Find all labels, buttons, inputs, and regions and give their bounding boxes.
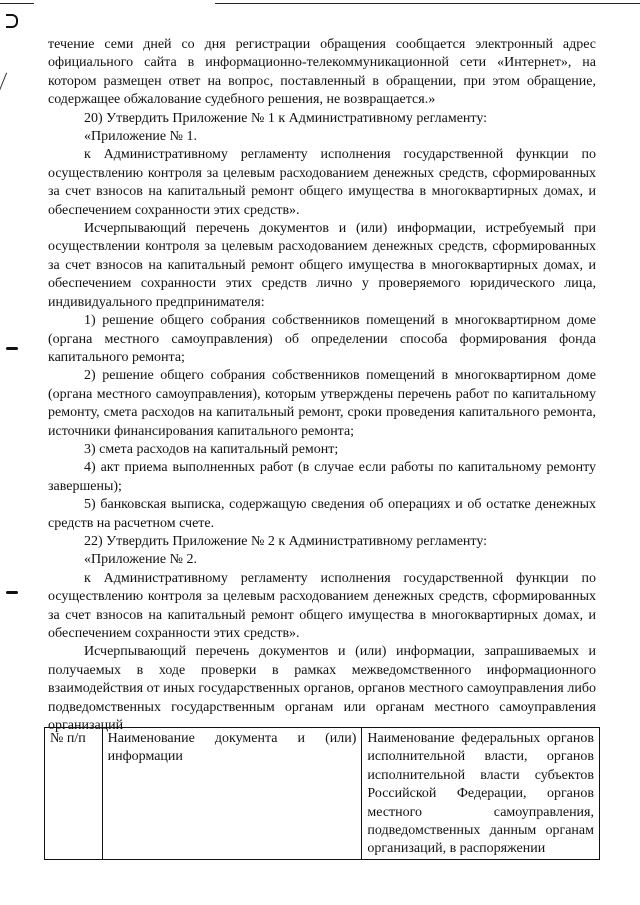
scan-edge-line <box>215 3 640 4</box>
list-item: 5) банковская выписка, содержащую сведения об операциях и об остатке денежных средств на расчетном счете. <box>48 497 596 531</box>
list-item: 2) решение общего собрания собственников помещений в многоквартирном доме (органа местного самоуправления), которым утверждены перечень работ по капитальному ремонту, смета расходов на капитальный ремонт, сроки проведения капитального ремонта, источники финансирования капитального ремонта; <box>48 368 596 439</box>
table-header-document: Наименование документа и (или) информации <box>102 728 362 860</box>
paragraph: течение семи дней со дня регистрации обращения сообщается электронный адрес официального сайта в информационно-телекоммуникационной сети «Интернет», на котором размещен ответ на вопрос, поставленный в обращении, при этом обращение, содержащее обжалование судебного решения, не возвращается.» <box>48 37 596 108</box>
paragraph: 20) Утвердить Приложение № 1 к Административному регламенту: <box>84 110 488 126</box>
table-header-number: № п/п <box>45 728 103 860</box>
scan-margin-mark <box>6 347 18 350</box>
documents-table <box>44 727 600 860</box>
list-item: 4) акт приема выполненных работ (в случае если работы по капитальному ремонту завершены); <box>48 460 596 494</box>
paragraph: к Административному регламенту исполнения государственной функции по осуществлению контроля за целевым расходованием денежных средств, сформированных за счет взносов на капитальный ремонт общего имущества в многоквартирных домах, и обеспечением сохранности этих средств». <box>48 570 596 641</box>
table-header-authority: Наименование федеральных органов исполнительной власти, органов исполнительной власти субъектов Российской Федерации, органов местного самоуправления, подведомственных данным органам организаций, в распоряжении <box>362 728 600 860</box>
document-body <box>48 36 596 735</box>
table-header-row <box>45 728 600 860</box>
paragraph: «Приложение № 1. <box>84 129 197 145</box>
scan-edge-line <box>0 3 34 4</box>
list-item: 3) смета расходов на капитальный ремонт; <box>84 441 339 457</box>
paragraph: 22) Утвердить Приложение № 2 к Административному регламенту: <box>84 533 488 549</box>
paragraph: к Административному регламенту исполнения государственной функции по осуществлению контроля за целевым расходованием денежных средств, сформированных за счет взносов на капитальный ремонт общего имущества в многоквартирных домах, и обеспечением сохранности этих средств». <box>48 147 596 218</box>
list-item: 1) решение общего собрания собственников помещений в многоквартирном доме (органа местного самоуправления) об определении способа формирования фонда капитального ремонта; <box>48 313 596 365</box>
paragraph: «Приложение № 2. <box>84 552 197 568</box>
paragraph: Исчерпывающий перечень документов и (или) информации, истребуемый при осуществлении контроля за целевым расходованием денежных средств, сформированных за счет взносов на капитальный ремонт общего имущества в многоквартирных домах, и обеспечением сохранности этих средств лично у проверяемого юридического лица, индивидуального предпринимателя: <box>48 221 596 310</box>
scan-margin-mark <box>0 73 7 94</box>
scan-margin-mark <box>6 591 18 594</box>
scan-corner-mark <box>6 14 18 28</box>
paragraph: Исчерпывающий перечень документов и (или) информации, запрашиваемых и получаемых в ходе проверки в рамках межведомственного информационного взаимодействия от иных государственных органов, органов местного самоуправления либо подведомственных государственным органам или органам местного самоуправления организаций <box>48 644 596 734</box>
